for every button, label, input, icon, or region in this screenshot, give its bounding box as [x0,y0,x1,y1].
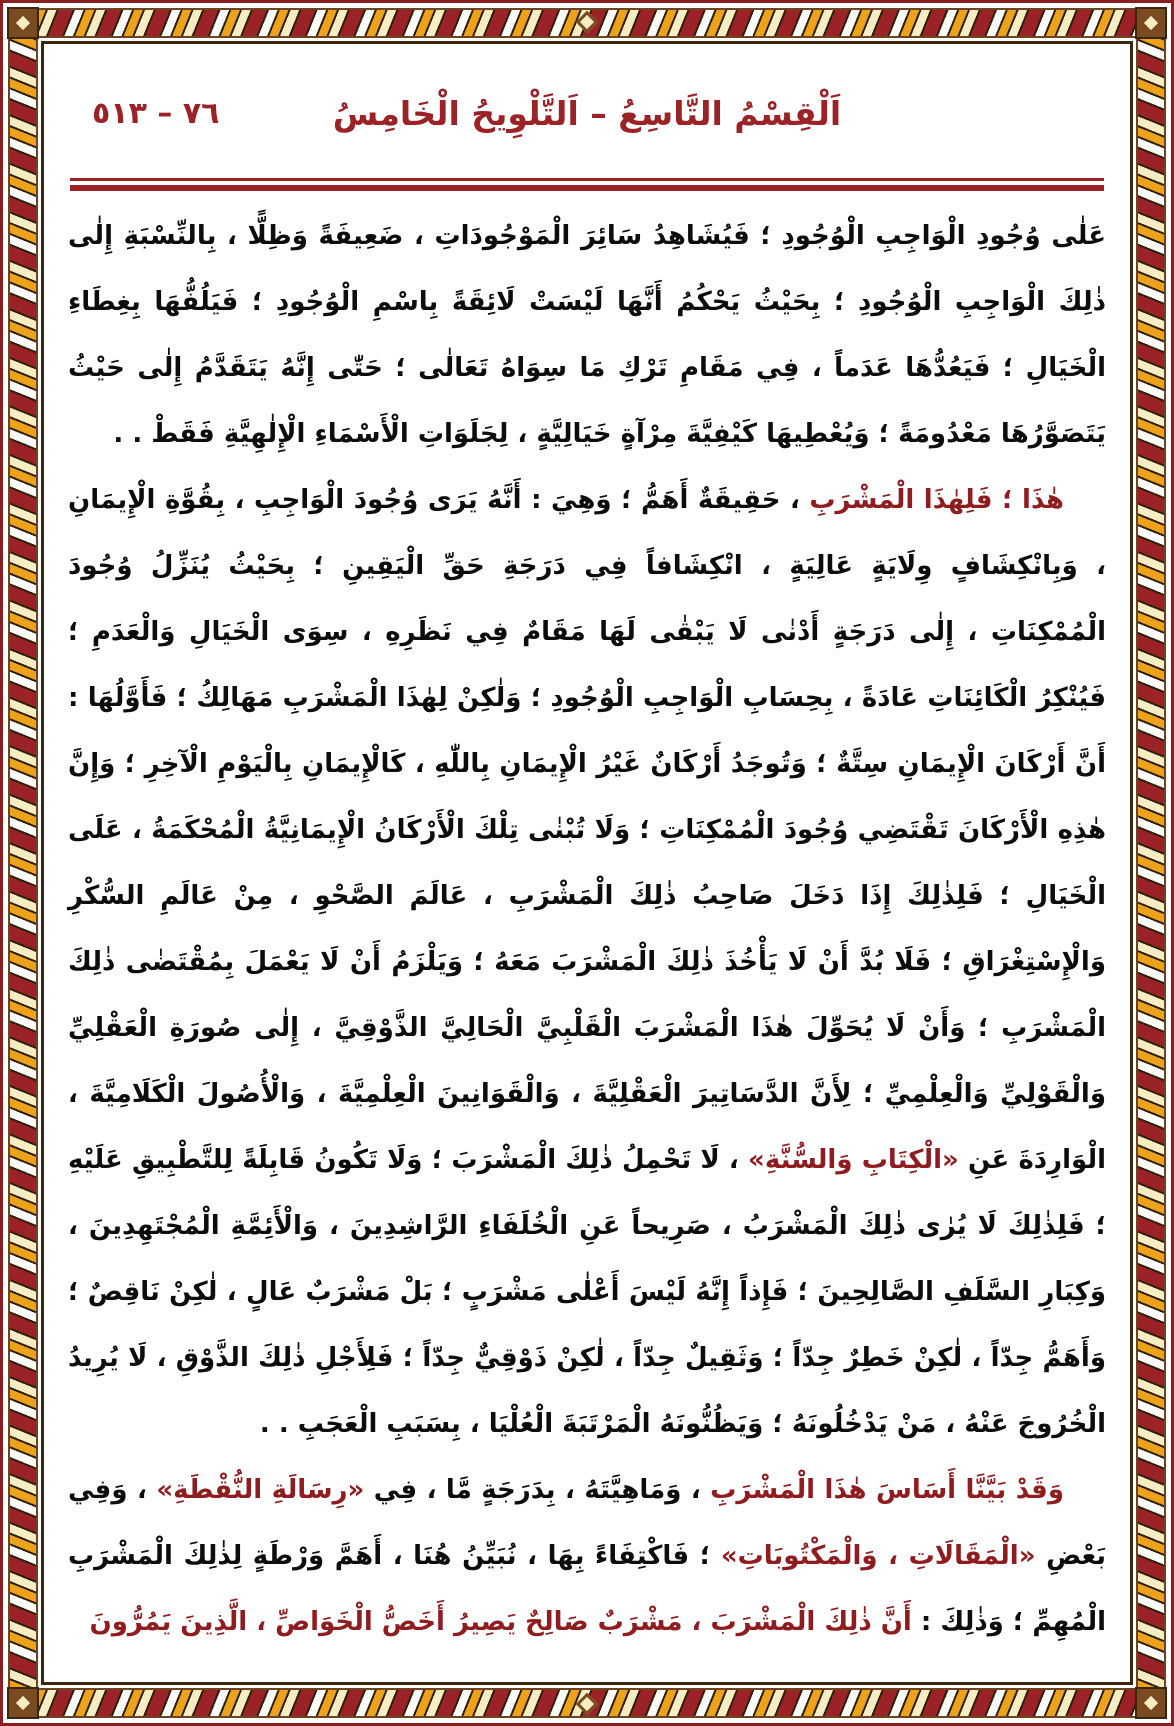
border-corner-ornament [1135,7,1167,39]
highlighted-phrase: «الْمَقَالَاتِ ، وَالْمَكْتُوبَاتِ» [720,1541,1036,1571]
divider-line-thick [70,185,1104,191]
page-header [64,50,1110,168]
border-corner-ornament [1135,1687,1167,1719]
body-paragraph [68,203,1106,467]
highlighted-phrase: وَقَدْ بَيَّنَّا أَسَاسَ هٰذَا الْمَشْرَبِ [710,1475,1064,1505]
body-text-segment: ، وَمَاهِيَّتَهُ ، بِدَرَجَةٍ مَّا ، فِي [364,1475,711,1505]
body-paragraph [68,1457,1106,1655]
divider-line-thin [70,178,1104,181]
highlighted-phrase: «رِسَالَةِ النُّقْطَةِ» [156,1475,365,1505]
body-text-segment: عَلٰى وُجُودِ الْوَاجِبِ الْوُجُودِ ؛ فَيُشَاهِدُ سَائِرَ الْمَوْجُودَاتِ ، ضَعِيفَةً وَظِلًّا ، بِالنِّسْبَةِ إِلٰى ذٰلِكَ الْوَاجِبِ الْوُجُودِ ؛ بِحَيْثُ يَحْكُمُ أَنَّهَا لَيْسَتْ لَائِقَةً بِاسْمِ الْوُجُودِ ؛ فَيَلُفُّهَا بِغِطَاءِ الْخَيَالِ ؛ فَيَعُدُّهَا عَدَماً ، فِي مَقَامِ تَرْكِ مَا سِوَاهُ تَعَالٰى ؛ حَتّٰى إِنَّهُ يَتَقَدَّمُ إِلٰى حَيْثُ يَتَصَوَّرُهَا مَعْدُومَةً ؛ وَيُعْطِيهَا كَيْفِيَّةَ مِرْآةٍ خَيَالِيَّةٍ ، لِجَلَوَاتِ الْأَسْمَاءِ الْإِلٰهِيَّةِ فَقَطْ . . [68,221,1106,449]
highlighted-phrase: أَنَّ ذٰلِكَ الْمَشْرَبَ ، مَشْرَبٌ صَالِحٌ يَصِيرُ أَخَصُّ الْخَوَاصِّ ، الَّذِينَ يَمُرُّونَ [89,1607,912,1637]
body-paragraph [68,467,1106,1457]
body-text-segment: ، لَا تَحْمِلُ ذٰلِكَ الْمَشْرَبَ ؛ وَلَا تَكُونُ قَابِلَةً لِلتَّطْبِيقِ عَلَيْهِ ؛ فَلِذٰلِكَ لَا يُرٰى ذٰلِكَ الْمَشْرَبُ ، صَرِيحاً عَنِ الْخُلَفَاءِ الرَّاشِدِينَ ، وَالْأَئِمَّةِ الْمُجْتَهِدِينَ ، وَكِبَارِ السَّلَفِ الصَّالِحِينَ ؛ فَإِذاً إِنَّهُ لَيْسَ أَعْلٰى مَشْرَبٍ ؛ بَلْ مَشْرَبٌ عَالٍ ، لٰكِنْ نَاقِصٌ ؛ وَأَهَمُّ جِدّاً ، لٰكِنْ خَطِرٌ جِدّاً ؛ وَثَقِيلٌ جِدّاً ، لٰكِنْ ذَوْقِيٌّ جِدّاً ؛ فَلِأَجْلِ ذٰلِكَ الذَّوْقِ ، لَا يُرِيدُ الْخُرُوجَ عَنْهُ ، مَنْ يَدْخُلُونَهُ ؛ وَيَظُنُّونَهُ الْمَرْتَبَةَ الْعُلْيَا ، بِسَبَبِ الْعَجَبِ . . [68,1145,1106,1439]
decorative-border-left [8,8,38,1718]
body-text-segment: ، حَقِيقَةٌ أَهَمُّ ؛ وَهِيَ : أَنَّهُ يَرَى وُجُودَ الْوَاجِبِ ، بِقُوَّةِ الْإِيمَانِ ، وَبِانْكِشَافٍ وِلَايَةٍ عَالِيَةٍ ، انْكِشَافاً فِي دَرَجَةِ حَقِّ الْيَقِينِ ؛ بِحَيْثُ يُنَزِّلُ وُجُودَ الْمُمْكِنَاتِ ، إِلٰى دَرَجَةٍ أَدْنٰى لَا يَبْقٰى لَهَا مَقَامٌ فِي نَظَرِهِ ، سِوَى الْخَيَالِ وَالْعَدَمِ ؛ فَيُنْكِرُ الْكَائِنَاتِ عَادَةً ، بِحِسَابِ الْوَاجِبِ الْوُجُودِ ؛ وَلٰكِنْ لِهٰذَا الْمَشْرَبِ مَهَالِكُ ؛ فَأَوَّلُهَا : أَنَّ أَرْكَانَ الْإِيمَانِ سِتَّةٌ ؛ وَتُوجَدُ أَرْكَانٌ غَيْرُ الْإِيمَانِ بِاللّٰهِ ، كَالْإِيمَانِ بِالْيَوْمِ الْآخِرِ ؛ وَإِنَّ هٰذِهِ الْأَرْكَانَ تَقْتَضِي وُجُودَ الْمُمْكِنَاتِ ؛ وَلَا تُبْنٰى تِلْكَ الْأَرْكَانُ الْإِيمَانِيَّةُ الْمُحْكَمَةُ ، عَلَى الْخَيَالِ ؛ فَلِذٰلِكَ إِذَا دَخَلَ صَاحِبُ ذٰلِكَ الْمَشْرَبِ ، عَالَمَ الصَّحْوِ ، مِنْ عَالَمِ السُّكْرِ وَالْإِسْتِغْرَاقِ ؛ فَلَا بُدَّ أَنْ لَا يَأْخُذَ ذٰلِكَ الْمَشْرَبَ مَعَهُ ؛ وَيَلْزَمُ أَنْ لَا يَعْمَلَ بِمُقْتَضٰى ذٰلِكَ الْمَشْرَبِ ؛ وَأَنْ لَا يُحَوِّلَ هٰذَا الْمَشْرَبَ الْقَلْبِيَّ الْحَالِيَّ الذَّوْقِيَّ ، إِلٰى صُورَةِ الْعَقْلِيِّ وَالْقَوْلِيِّ وَالْعِلْمِيِّ ؛ لِأَنَّ الدَّسَاتِيرَ الْعَقْلِيَّةَ ، وَالْقَوَانِينَ الْعِلْمِيَّةَ ، وَالْأُصُولَ الْكَلَامِيَّةَ ، الْوَارِدَةَ عَنِ [68,485,1106,1175]
decorative-border-right [1136,8,1166,1718]
body-text [64,203,1110,1655]
page-number: ٧٦ – ٥١٣ [92,96,220,131]
page-content [41,41,1133,1685]
highlighted-phrase: هٰذَا ؛ فَلِهٰذَا الْمَشْرَبِ [809,485,1064,515]
body-text-segment: ؛ فَاكْتِفَاءً بِهَا ، نُبَيِّنُ هُنَا ، أَهَمَّ وَرْطَةٍ لِذٰلِكَ الْمَشْرَبِ الْمُهِمِّ ؛ وَذٰلِكَ : [68,1541,1106,1637]
header-divider [70,178,1104,191]
page-title: اَلْقِسْمُ التَّاسِعُ – اَلتَّلْوِيحُ الْخَامِسُ [332,94,842,133]
body-text-segment: ، وَفِي بَعْضِ [68,1475,1107,1571]
border-corner-ornament [7,7,39,39]
highlighted-phrase: «الْكِتَابِ وَالسُّنَّةِ» [748,1145,959,1175]
border-corner-ornament [7,1687,39,1719]
